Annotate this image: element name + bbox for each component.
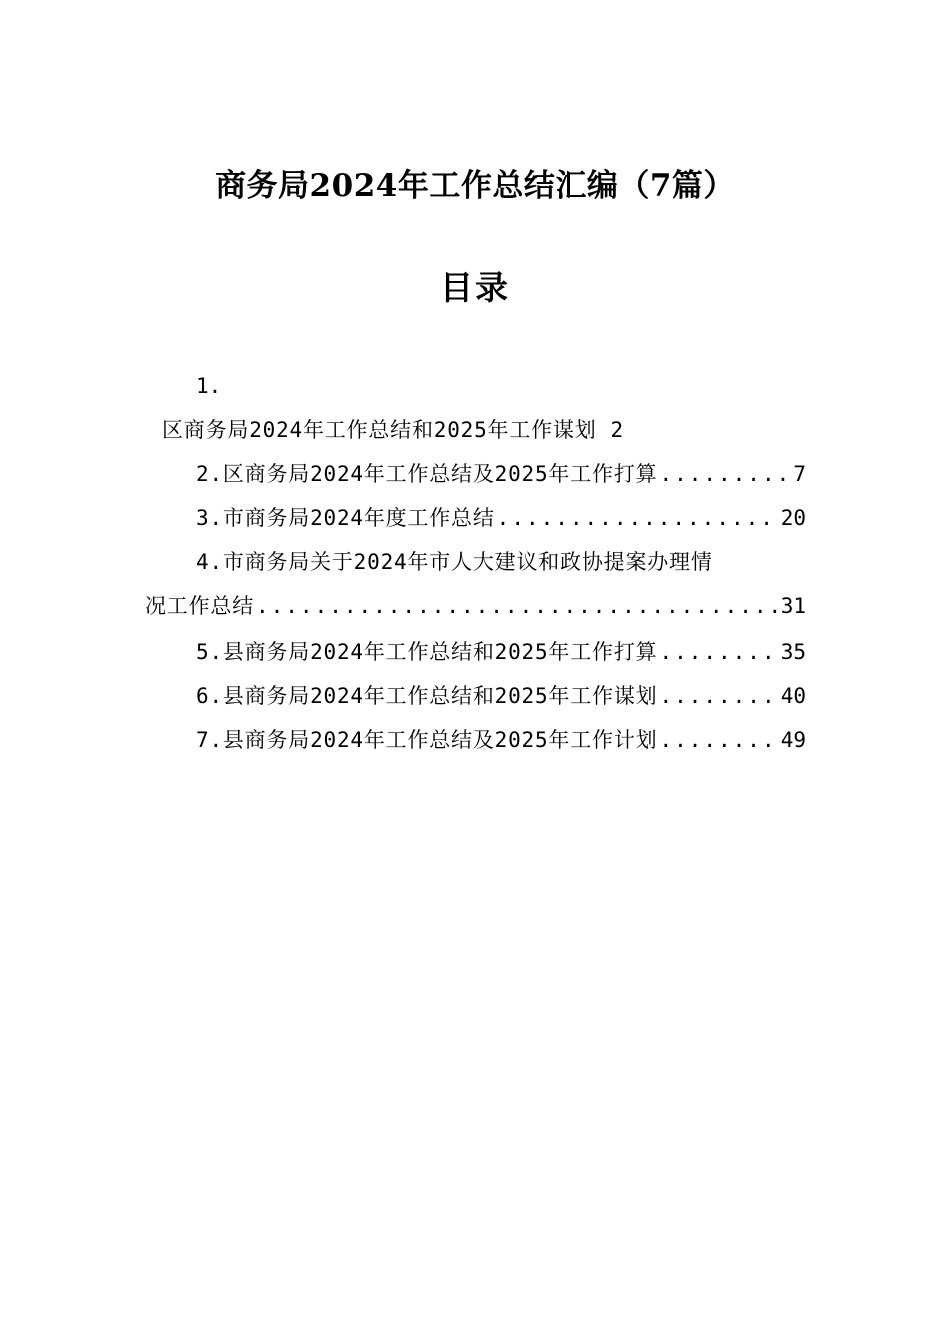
toc-entry-title: 6.县商务局2024年工作总结和2025年工作谋划 [196, 684, 658, 708]
toc-leader-dots [659, 632, 778, 672]
toc-leader-dots [256, 586, 779, 626]
toc-entry-1[interactable] [162, 410, 762, 450]
toc-entry-title: 3.市商务局2024年度工作总结 [196, 506, 495, 530]
toc-entry-page: 49 [780, 728, 806, 752]
toc-entry-title: 区商务局2024年工作总结和2025年工作谋划 [162, 418, 597, 442]
toc-entry-4-line1[interactable] [196, 542, 806, 582]
document-title: 商务局2024年工作总结汇编（7篇） [215, 168, 735, 204]
toc-entry-title: 5.县商务局2024年工作总结和2025年工作打算 [196, 640, 658, 664]
toc-leader-dots [659, 454, 791, 494]
toc-entry-6[interactable] [196, 676, 806, 716]
toc-entry-page: 40 [780, 684, 806, 708]
toc-entry-title: 7.县商务局2024年工作总结及2025年工作计划 [196, 728, 658, 752]
toc-leader-dots [659, 676, 778, 716]
toc-entry-page: 2 [610, 418, 624, 442]
toc-entry-page: 35 [780, 640, 806, 664]
toc-entry-title: 4.市商务局关于2024年市人大建议和政协提案办理情 [196, 550, 713, 574]
toc-entry-5[interactable] [196, 632, 806, 672]
toc-entry-2[interactable] [196, 454, 806, 494]
toc-leader-dots [659, 720, 778, 760]
toc-entry-7[interactable] [196, 720, 806, 760]
toc-entry-3[interactable] [196, 498, 806, 538]
toc-entry-number: 1. [196, 374, 222, 398]
toc-entry-page: 20 [780, 506, 806, 530]
toc-entry-4-line2[interactable] [145, 586, 806, 626]
toc-entry-page: 31 [780, 594, 806, 618]
toc-entry-title: 2.区商务局2024年工作总结及2025年工作打算 [196, 462, 658, 486]
toc-entry-title-continued: 况工作总结 [145, 594, 254, 618]
toc-leader-dots [497, 498, 779, 538]
toc-heading: 目录 [440, 268, 510, 307]
toc-entry-page: 7 [793, 462, 806, 486]
toc-entry-1-number[interactable] [196, 366, 296, 406]
